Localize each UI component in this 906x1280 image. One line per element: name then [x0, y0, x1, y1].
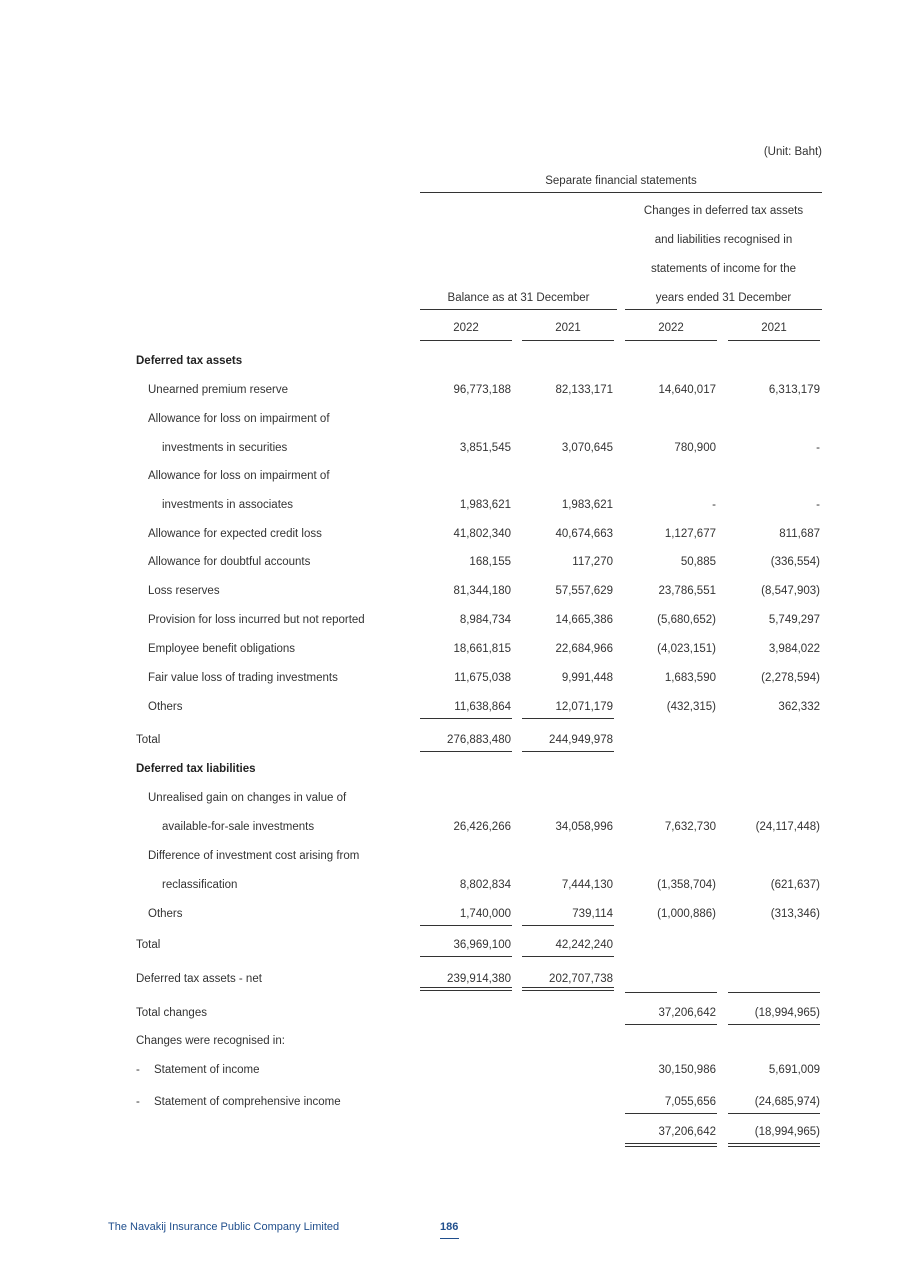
- total-rule: [420, 751, 512, 752]
- subtotal-rule: [420, 718, 512, 719]
- net-double-rule: [420, 987, 512, 988]
- row-value-col-1: 739,114: [572, 908, 613, 920]
- total-rule: [522, 956, 614, 957]
- row-value-col-2: (432,315): [666, 701, 716, 713]
- row-label: Deferred tax assets - net: [136, 973, 262, 985]
- row-value-col-0: 36,969,100: [453, 939, 511, 951]
- footer-page-number: 186: [440, 1221, 459, 1233]
- net-double-rule: [522, 990, 614, 991]
- row-value-col-2: (5,680,652): [657, 614, 716, 626]
- row-value-col-2: 7,632,730: [664, 821, 716, 833]
- row-value-col-2: 23,786,551: [658, 585, 716, 597]
- year-header-0: 2022: [453, 322, 479, 334]
- row-value-col-1: 202,707,738: [549, 973, 613, 985]
- row-value-col-3: -: [816, 442, 820, 454]
- footer-page-underline: [440, 1238, 459, 1239]
- row-label: Unearned premium reserve: [148, 384, 288, 396]
- final-double-rule: [728, 1143, 820, 1144]
- final-double-rule: [728, 1146, 820, 1147]
- row-value-col-1: 82,133,171: [555, 384, 613, 396]
- row-value-col-2: 37,206,642: [658, 1007, 716, 1019]
- net-double-rule: [522, 987, 614, 988]
- row-value-col-3: 3,984,022: [768, 643, 820, 655]
- row-value-col-2: 30,150,986: [658, 1064, 716, 1076]
- total-rule: [420, 956, 512, 957]
- row-value-col-1: 34,058,996: [555, 821, 613, 833]
- row-value-col-3: (24,117,448): [755, 821, 820, 833]
- row-value-col-3: 5,691,009: [768, 1064, 820, 1076]
- row-value-col-0: 1,740,000: [459, 908, 511, 920]
- row-value-col-3: (2,278,594): [761, 672, 820, 684]
- row-value-col-2: 1,683,590: [664, 672, 716, 684]
- row-label: Provision for loss incurred but not reported: [148, 614, 365, 626]
- balance-heading-rule: [420, 309, 617, 310]
- changes-heading-line-2: and liabilities recognised in: [654, 234, 793, 246]
- row-value-col-3: (18,994,965): [754, 1126, 820, 1138]
- row-value-col-2: (4,023,151): [657, 643, 716, 655]
- year-header-2: 2022: [658, 322, 684, 334]
- row-value-col-1: 22,684,966: [555, 643, 613, 655]
- row-label: Allowance for loss on impairment of: [148, 470, 330, 482]
- net-double-rule: [420, 990, 512, 991]
- row-value-col-0: 1,983,621: [459, 499, 511, 511]
- row-label: Employee benefit obligations: [148, 643, 296, 655]
- row-value-col-3: 6,313,179: [768, 384, 820, 396]
- changes-total-rule: [728, 1024, 820, 1025]
- row-value-col-1: 3,070,645: [561, 442, 613, 454]
- row-bullet: -: [136, 1064, 140, 1076]
- row-value-col-3: 811,687: [779, 528, 820, 540]
- row-label: Others: [148, 701, 183, 713]
- row-value-col-3: (621,637): [770, 879, 820, 891]
- row-value-col-2: 50,885: [680, 556, 716, 568]
- row-label: Others: [148, 908, 183, 920]
- year-header-rule-2: [625, 340, 717, 341]
- changes-total-rule: [625, 1024, 717, 1025]
- year-header-1: 2021: [555, 322, 581, 334]
- group-heading-rule: [420, 192, 822, 193]
- changes-rule: [625, 992, 717, 993]
- changes-heading-line-4: years ended 31 December: [655, 292, 792, 304]
- row-value-col-2: 780,900: [674, 442, 716, 454]
- row-value-col-0: 8,802,834: [459, 879, 511, 891]
- row-value-col-1: 1,983,621: [561, 499, 613, 511]
- row-value-col-3: 5,749,297: [768, 614, 820, 626]
- row-value-col-1: 9,991,448: [561, 672, 613, 684]
- total-rule: [522, 751, 614, 752]
- row-label: Loss reserves: [148, 585, 220, 597]
- row-value-col-3: -: [816, 499, 820, 511]
- changes-rule: [728, 992, 820, 993]
- changes-heading-rule: [625, 309, 822, 310]
- row-value-col-2: -: [712, 499, 716, 511]
- row-label: Unrealised gain on changes in value of: [148, 792, 347, 804]
- final-double-rule: [625, 1146, 717, 1147]
- row-value-col-2: (1,358,704): [657, 879, 716, 891]
- row-value-col-3: (336,554): [770, 556, 820, 568]
- row-value-col-0: 81,344,180: [453, 585, 511, 597]
- row-label: reclassification: [162, 879, 238, 891]
- row-label: Statement of comprehensive income: [154, 1096, 341, 1108]
- row-value-col-1: 14,665,386: [555, 614, 613, 626]
- row-value-col-0: 41,802,340: [453, 528, 511, 540]
- row-value-col-2: (1,000,886): [657, 908, 716, 920]
- row-label: Allowance for doubtful accounts: [148, 556, 311, 568]
- unit-label: (Unit: Baht): [763, 146, 822, 158]
- row-value-col-0: 11,675,038: [454, 672, 511, 684]
- group-heading: Separate financial statements: [545, 175, 697, 187]
- row-label: available-for-sale investments: [162, 821, 315, 833]
- row-value-col-2: 7,055,656: [664, 1096, 716, 1108]
- row-value-col-0: 26,426,266: [453, 821, 511, 833]
- row-value-col-2: 14,640,017: [658, 384, 716, 396]
- subtotal-rule: [420, 925, 512, 926]
- subtotal-rule: [522, 925, 614, 926]
- year-header-3: 2021: [761, 322, 787, 334]
- row-label: Allowance for loss on impairment of: [148, 413, 330, 425]
- row-value-col-0: 8,984,734: [459, 614, 511, 626]
- row-value-col-3: (313,346): [770, 908, 820, 920]
- changes-heading-line-1: Changes in deferred tax assets: [643, 205, 804, 217]
- final-subtotal-rule: [625, 1113, 717, 1114]
- final-double-rule: [625, 1143, 717, 1144]
- row-value-col-1: 244,949,978: [549, 734, 613, 746]
- row-value-col-1: 42,242,240: [555, 939, 613, 951]
- year-header-rule-0: [420, 340, 512, 341]
- final-subtotal-rule: [728, 1113, 820, 1114]
- row-value-col-0: 239,914,380: [447, 973, 511, 985]
- row-value-col-2: 37,206,642: [658, 1126, 716, 1138]
- row-value-col-0: 11,638,864: [454, 701, 511, 713]
- row-value-col-3: (8,547,903): [761, 585, 820, 597]
- footer-company-name: The Navakij Insurance Public Company Limited: [108, 1221, 340, 1233]
- row-value-col-2: 1,127,677: [664, 528, 716, 540]
- row-value-col-0: 3,851,545: [459, 442, 511, 454]
- balance-heading: Balance as at 31 December: [447, 292, 590, 304]
- row-label: Total: [136, 939, 161, 951]
- subtotal-rule: [522, 718, 614, 719]
- row-label: Allowance for expected credit loss: [148, 528, 322, 540]
- row-value-col-0: 276,883,480: [447, 734, 511, 746]
- row-value-col-1: 7,444,130: [561, 879, 613, 891]
- row-label: Deferred tax liabilities: [136, 763, 256, 775]
- row-value-col-3: 362,332: [778, 701, 820, 713]
- row-value-col-3: (18,994,965): [754, 1007, 820, 1019]
- row-value-col-0: 96,773,188: [453, 384, 511, 396]
- row-value-col-1: 117,270: [572, 556, 613, 568]
- row-value-col-3: (24,685,974): [754, 1096, 820, 1108]
- row-label: Total changes: [136, 1007, 207, 1019]
- row-label: Difference of investment cost arising from: [148, 850, 360, 862]
- row-bullet: -: [136, 1096, 140, 1108]
- row-label: Statement of income: [154, 1064, 260, 1076]
- year-header-rule-3: [728, 340, 820, 341]
- row-value-col-1: 40,674,663: [555, 528, 613, 540]
- row-label: Fair value loss of trading investments: [148, 672, 338, 684]
- row-label: investments in securities: [162, 442, 288, 454]
- row-value-col-1: 57,557,629: [555, 585, 613, 597]
- year-header-rule-1: [522, 340, 614, 341]
- row-value-col-1: 12,071,179: [555, 701, 613, 713]
- row-label: Changes were recognised in:: [136, 1035, 285, 1047]
- changes-heading-line-3: statements of income for the: [650, 263, 797, 275]
- row-value-col-0: 18,661,815: [453, 643, 511, 655]
- row-label: Deferred tax assets: [136, 355, 243, 367]
- row-label: Total: [136, 734, 161, 746]
- row-value-col-0: 168,155: [469, 556, 511, 568]
- row-label: investments in associates: [162, 499, 294, 511]
